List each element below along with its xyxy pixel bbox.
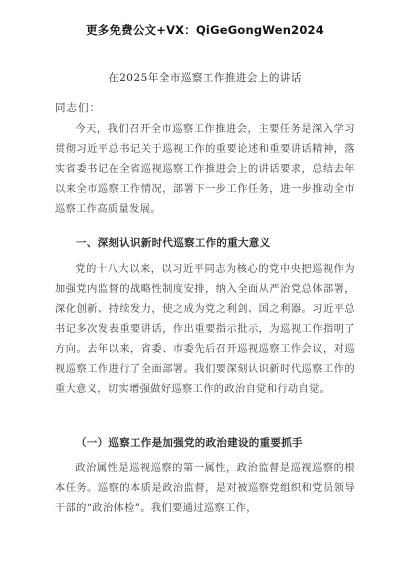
subsection-heading: （一）巡察工作是加强党的政治建设的重要抓手 (76, 437, 303, 449)
greeting: 同志们： (55, 102, 101, 114)
watermark-header: 更多免费公文+VX：QiGeGongWen2024 (86, 23, 324, 37)
body-paragraph: 党的十八大以来，以习近平同志为核心的党中央把巡视作为加强党内监督的战略性制度安排，纳入全面从严治党总体部署，深化创新、持续发力，使之成为党之利剑、国之利器。习近平总书记多次发表重要讲话，作出重要指示批示，为巡视工作指明了方向。去年以来，省委、市委先后召开巡视巡察工作会议，对巡视巡察工作进行了全面部署。我们要深刻认识新时代巡察工作的重大意义，切实增强做好巡察工作的政治自觉和行动自觉。 (55, 264, 355, 395)
body-paragraph: 政治属性是巡视巡察的第一属性，政治监督是巡视巡察的根本任务。巡察的本质是政治监督，是对被巡察党组织和党员领导干部的“政治体检”。我们要通过巡察工作， (55, 463, 355, 514)
section-heading: 一、深刻认识新时代巡察工作的重大意义 (76, 237, 271, 249)
document-title: 在2025年全市巡察工作推进会上的讲话 (108, 72, 302, 84)
body-paragraph-intro: 今天，我们召开全市巡察工作推进会，主要任务是深入学习贯彻习近平总书记关于巡视工作的重要论述和重要讲话精神，落实省委书记在全省巡视巡察工作推进会上的讲话要求，总结去年以来全市巡察工作情况，部署下一步工作任务，进一步推动全市巡察工作高质量发展。 (55, 124, 355, 215)
